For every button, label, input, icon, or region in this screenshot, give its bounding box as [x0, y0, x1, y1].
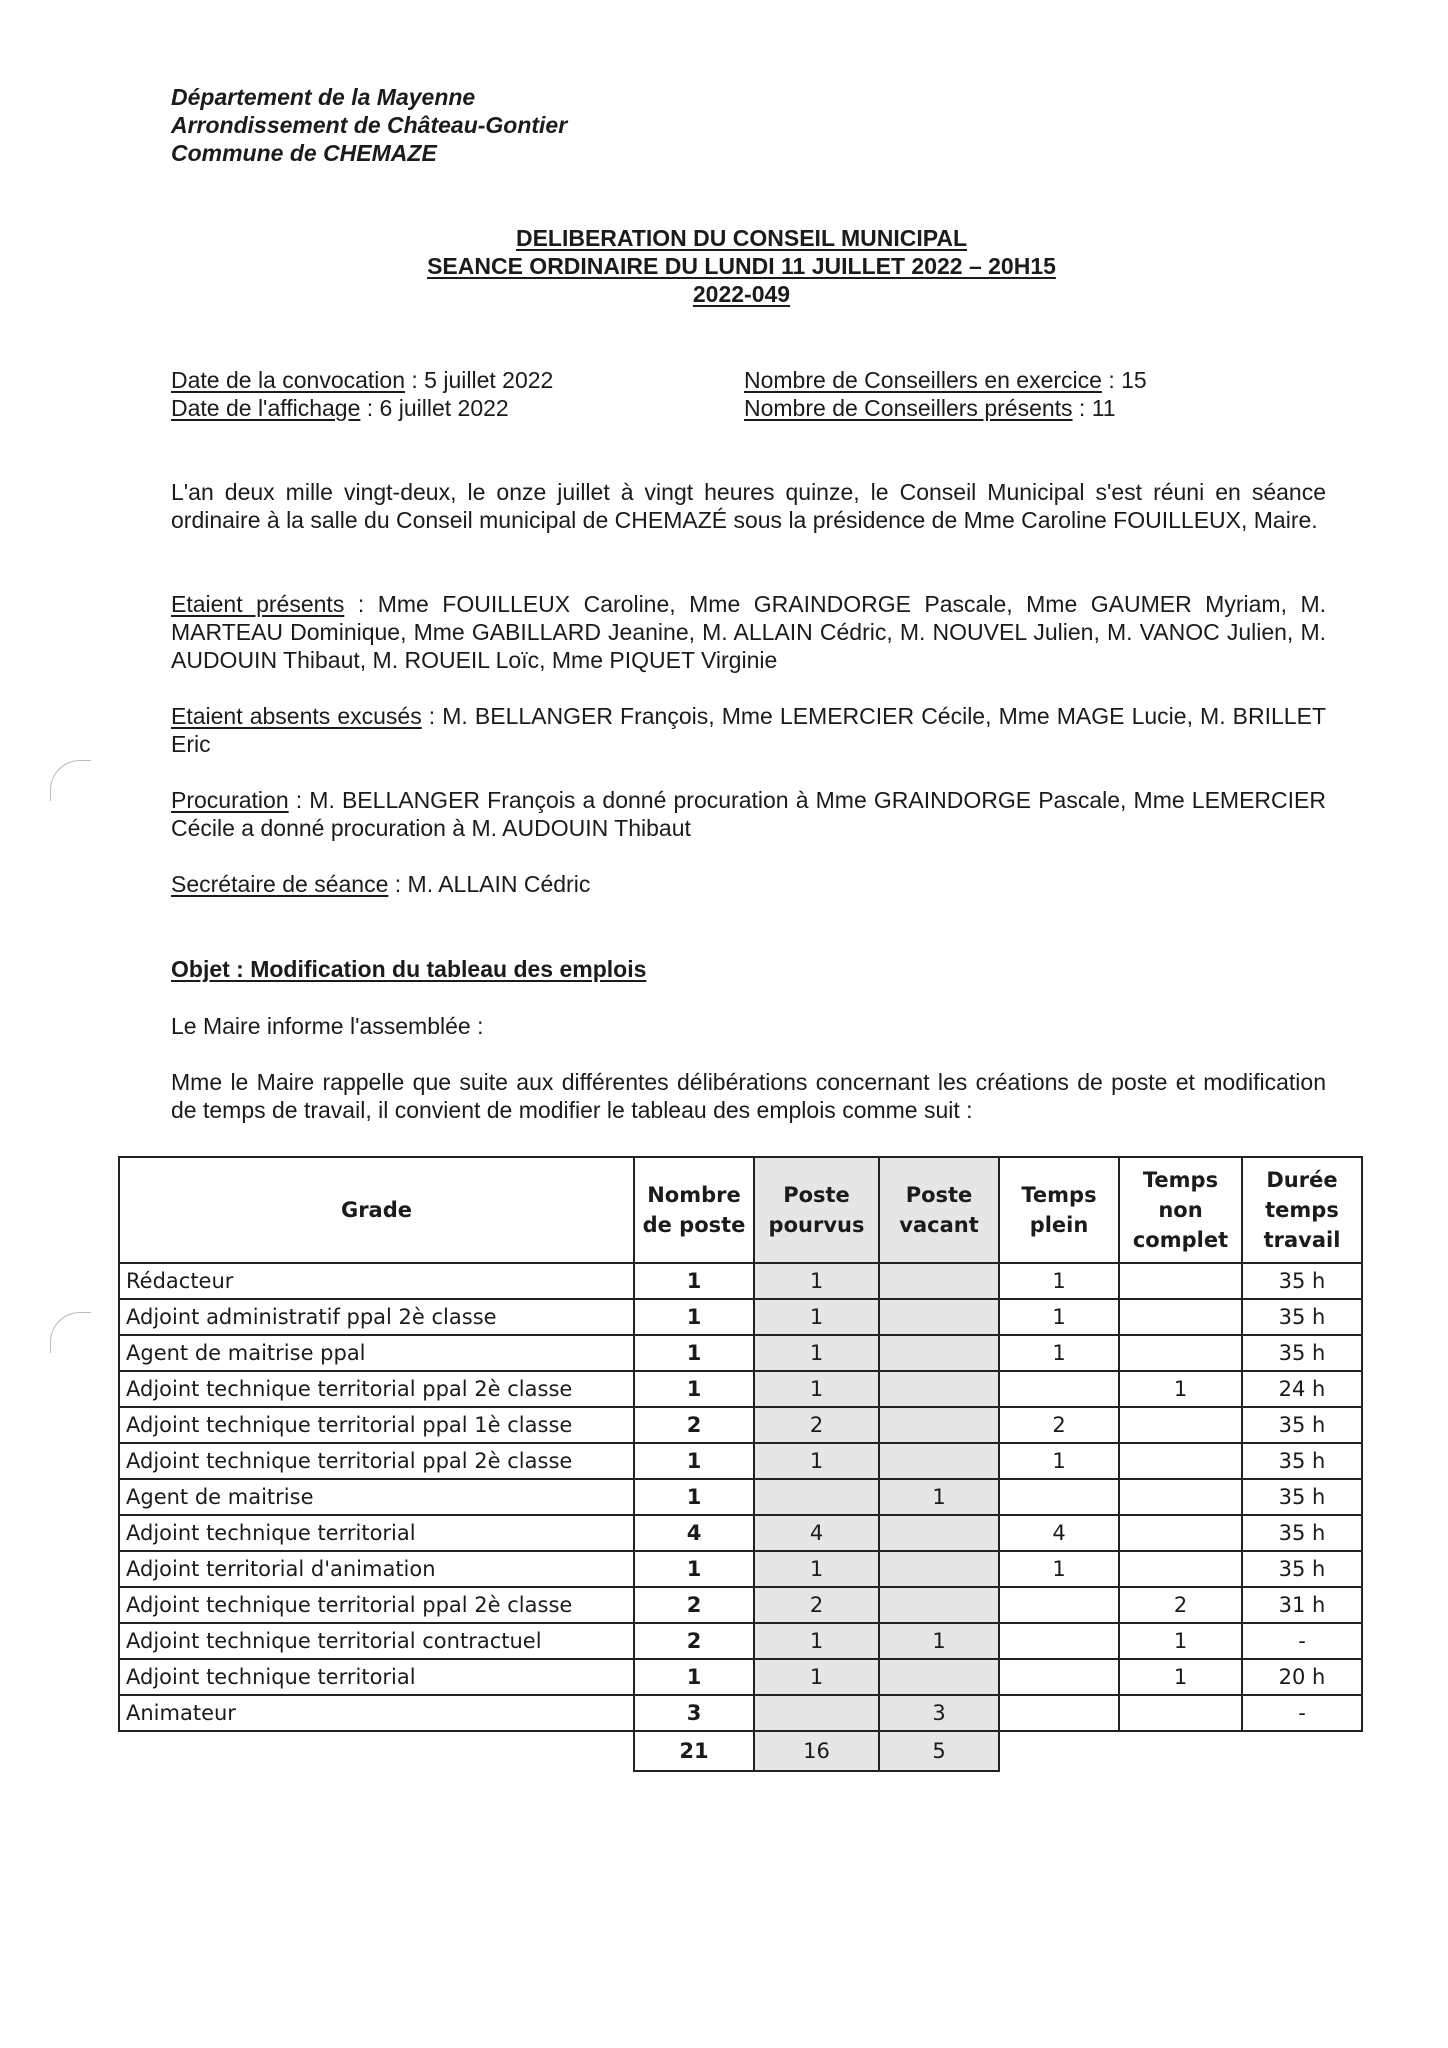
cell-grade: Adjoint technique territorial ppal 1è classe	[119, 1407, 634, 1443]
presents-text: : Mme FOUILLEUX Caroline, Mme GRAINDORGE Pascale, Mme GAUMER Myriam, M. MARTEAU Dominique, Mme GABILLARD Jeanine, M. ALLAIN Cédric, M. NOUVEL Julien, M. VANOC Julien, M. AUDOUIN Thibaut, M. ROUEIL Loïc, Mme PIQUET Virginie	[171, 591, 1326, 673]
cell-pourvus: 1	[754, 1659, 879, 1695]
convocation-label: Date de la convocation	[171, 367, 405, 393]
cell-pourvus: 1	[754, 1371, 879, 1407]
cell-duree: 35 h	[1242, 1515, 1362, 1551]
header-duree: Durée temps travail	[1242, 1157, 1362, 1263]
exercice-label: Nombre de Conseillers en exercice	[744, 367, 1102, 393]
cell-plein	[999, 1479, 1119, 1515]
totals-spacer	[119, 1731, 634, 1771]
cell-plein: 1	[999, 1443, 1119, 1479]
cell-duree: 35 h	[1242, 1551, 1362, 1587]
cell-duree: -	[1242, 1623, 1362, 1659]
cell-grade: Adjoint territorial d'animation	[119, 1551, 634, 1587]
cell-non-complet: 2	[1119, 1587, 1242, 1623]
cell-pourvus: 1	[754, 1551, 879, 1587]
cell-duree: 35 h	[1242, 1479, 1362, 1515]
cell-duree: 35 h	[1242, 1263, 1362, 1299]
absents-text: : M. BELLANGER François, Mme LEMERCIER Cécile, Mme MAGE Lucie, M. BRILLET Eric	[171, 703, 1326, 757]
totals-spacer	[1119, 1731, 1242, 1771]
cell-plein	[999, 1623, 1119, 1659]
totals-row	[119, 1731, 1362, 1771]
cell-pourvus: 1	[754, 1263, 879, 1299]
secretaire-label: Secrétaire de séance	[171, 871, 389, 897]
cell-vacant	[879, 1659, 999, 1695]
cell-grade: Adjoint technique territorial ppal 2è classe	[119, 1587, 634, 1623]
table-row	[119, 1443, 1362, 1479]
total-pourvus: 16	[754, 1731, 879, 1771]
absents-label: Etaient absents excusés	[171, 703, 422, 729]
document-header	[171, 83, 567, 167]
header-grade: Grade	[119, 1157, 634, 1263]
cell-duree: -	[1242, 1695, 1362, 1731]
totals-spacer	[999, 1731, 1119, 1771]
exercice-value: : 15	[1101, 367, 1147, 393]
procuration-text: : M. BELLANGER François a donné procuration à Mme GRAINDORGE Pascale, Mme LEMERCIER Cécile a donné procuration à M. AUDOUIN Thibaut	[171, 787, 1326, 841]
cell-vacant: 3	[879, 1695, 999, 1731]
cell-plein	[999, 1587, 1119, 1623]
cell-nombre: 1	[634, 1479, 754, 1515]
procuration-label: Procuration	[171, 787, 289, 813]
title-line-1: DELIBERATION DU CONSEIL MUNICIPAL	[515, 225, 968, 251]
cell-duree: 35 h	[1242, 1407, 1362, 1443]
absents-paragraph	[171, 702, 1326, 758]
cell-vacant	[879, 1263, 999, 1299]
conseillers-exercice	[744, 366, 1147, 394]
cell-non-complet	[1119, 1443, 1242, 1479]
table-row	[119, 1335, 1362, 1371]
convocation-date	[171, 366, 553, 394]
cell-nombre: 3	[634, 1695, 754, 1731]
table-header-row	[119, 1157, 1362, 1263]
cell-non-complet	[1119, 1299, 1242, 1335]
affichage-value: : 6 juillet 2022	[360, 395, 509, 421]
cell-duree: 31 h	[1242, 1587, 1362, 1623]
title-line-2: SEANCE ORDINAIRE DU LUNDI 11 JUILLET 2022 – 20H15	[427, 253, 1056, 279]
convocation-value: : 5 juillet 2022	[405, 367, 554, 393]
cell-grade: Adjoint technique territorial ppal 2è classe	[119, 1371, 634, 1407]
cell-non-complet	[1119, 1335, 1242, 1371]
cell-nombre: 2	[634, 1407, 754, 1443]
cell-nombre: 1	[634, 1335, 754, 1371]
cell-grade: Rédacteur	[119, 1263, 634, 1299]
cell-vacant: 1	[879, 1479, 999, 1515]
cell-pourvus: 1	[754, 1299, 879, 1335]
secretaire-text: : M. ALLAIN Cédric	[388, 871, 591, 897]
cell-plein	[999, 1371, 1119, 1407]
cell-grade: Adjoint technique territorial contractuel	[119, 1623, 634, 1659]
cell-non-complet	[1119, 1479, 1242, 1515]
table-row	[119, 1263, 1362, 1299]
table-row	[119, 1479, 1362, 1515]
cell-grade: Adjoint technique territorial	[119, 1515, 634, 1551]
cell-nombre: 1	[634, 1659, 754, 1695]
maire-informe: Le Maire informe l'assemblée :	[171, 1013, 484, 1039]
cell-non-complet: 1	[1119, 1659, 1242, 1695]
cell-vacant	[879, 1407, 999, 1443]
table-row	[119, 1587, 1362, 1623]
cell-pourvus: 4	[754, 1515, 879, 1551]
procuration-paragraph	[171, 786, 1326, 842]
cell-vacant	[879, 1335, 999, 1371]
cell-nombre: 4	[634, 1515, 754, 1551]
affichage-date	[171, 394, 509, 422]
cell-pourvus: 1	[754, 1623, 879, 1659]
cell-duree: 20 h	[1242, 1659, 1362, 1695]
title-line-3: 2022-049	[692, 281, 791, 307]
scan-hole-mark	[50, 1312, 91, 1353]
cell-plein: 2	[999, 1407, 1119, 1443]
presents-label: Etaient présents	[171, 591, 345, 617]
table-row	[119, 1551, 1362, 1587]
cell-vacant	[879, 1371, 999, 1407]
cell-duree: 35 h	[1242, 1335, 1362, 1371]
scan-hole-mark	[50, 760, 91, 801]
cell-non-complet	[1119, 1695, 1242, 1731]
table-row	[119, 1695, 1362, 1731]
emplois-table	[118, 1156, 1363, 1772]
cell-vacant	[879, 1587, 999, 1623]
secretaire-paragraph	[171, 870, 1326, 898]
cell-pourvus	[754, 1479, 879, 1515]
cell-non-complet	[1119, 1551, 1242, 1587]
cell-nombre: 1	[634, 1299, 754, 1335]
affichage-label: Date de l'affichage	[171, 395, 361, 421]
cell-duree: 35 h	[1242, 1443, 1362, 1479]
header-non-complet: Temps non complet	[1119, 1157, 1242, 1263]
intro-paragraph: L'an deux mille vingt-deux, le onze juillet à vingt heures quinze, le Conseil Municipal s'est réuni en séance ordinaire à la salle du Conseil municipal de CHEMAZÉ sous la présidence de Mme Caroline FOUILLEUX, Maire.	[171, 479, 1326, 533]
cell-plein	[999, 1659, 1119, 1695]
cell-plein: 1	[999, 1551, 1119, 1587]
deliberation-title	[0, 224, 1448, 308]
cell-non-complet	[1119, 1263, 1242, 1299]
cell-plein: 1	[999, 1335, 1119, 1371]
cell-grade: Agent de maitrise ppal	[119, 1335, 634, 1371]
presents-count-label: Nombre de Conseillers présents	[744, 395, 1073, 421]
cell-plein: 1	[999, 1263, 1119, 1299]
table-row	[119, 1371, 1362, 1407]
cell-non-complet: 1	[1119, 1371, 1242, 1407]
cell-pourvus: 1	[754, 1335, 879, 1371]
cell-grade: Adjoint technique territorial ppal 2è classe	[119, 1443, 634, 1479]
cell-plein	[999, 1695, 1119, 1731]
cell-non-complet	[1119, 1515, 1242, 1551]
table-row	[119, 1623, 1362, 1659]
objet-heading: Objet : Modification du tableau des emplois	[171, 956, 647, 982]
cell-pourvus	[754, 1695, 879, 1731]
cell-nombre: 1	[634, 1263, 754, 1299]
cell-duree: 24 h	[1242, 1371, 1362, 1407]
table-row	[119, 1515, 1362, 1551]
cell-duree: 35 h	[1242, 1299, 1362, 1335]
table-row	[119, 1659, 1362, 1695]
presents-count-value: : 11	[1072, 395, 1116, 421]
cell-vacant	[879, 1515, 999, 1551]
cell-nombre: 2	[634, 1587, 754, 1623]
presents-paragraph	[171, 590, 1326, 674]
cell-pourvus: 2	[754, 1587, 879, 1623]
table-row	[119, 1299, 1362, 1335]
header-pourvus: Poste pourvus	[754, 1157, 879, 1263]
cell-pourvus: 1	[754, 1443, 879, 1479]
arrondissement: Arrondissement de Château-Gontier	[171, 112, 568, 138]
cell-vacant	[879, 1551, 999, 1587]
table-row	[119, 1407, 1362, 1443]
header-plein: Temps plein	[999, 1157, 1119, 1263]
cell-plein: 1	[999, 1299, 1119, 1335]
cell-nombre: 1	[634, 1443, 754, 1479]
cell-vacant: 1	[879, 1623, 999, 1659]
cell-plein: 4	[999, 1515, 1119, 1551]
rappel-paragraph: Mme le Maire rappelle que suite aux différentes délibérations concernant les créations de poste et modification de temps de travail, il convient de modifier le tableau des emplois comme suit :	[171, 1069, 1326, 1123]
cell-grade: Animateur	[119, 1695, 634, 1731]
cell-grade: Adjoint administratif ppal 2è classe	[119, 1299, 634, 1335]
cell-grade: Adjoint technique territorial	[119, 1659, 634, 1695]
cell-nombre: 1	[634, 1551, 754, 1587]
header-nombre: Nombre de poste	[634, 1157, 754, 1263]
cell-pourvus: 2	[754, 1407, 879, 1443]
departement: Département de la Mayenne	[171, 84, 476, 110]
commune: Commune de CHEMAZE	[171, 140, 437, 166]
cell-non-complet: 1	[1119, 1623, 1242, 1659]
totals-spacer	[1242, 1731, 1362, 1771]
cell-vacant	[879, 1299, 999, 1335]
cell-nombre: 1	[634, 1371, 754, 1407]
cell-vacant	[879, 1443, 999, 1479]
table-body	[119, 1263, 1362, 1731]
total-vacant: 5	[879, 1731, 999, 1771]
total-nombre: 21	[634, 1731, 754, 1771]
cell-nombre: 2	[634, 1623, 754, 1659]
conseillers-presents	[744, 394, 1116, 422]
cell-non-complet	[1119, 1407, 1242, 1443]
cell-grade: Agent de maitrise	[119, 1479, 634, 1515]
header-vacant: Poste vacant	[879, 1157, 999, 1263]
